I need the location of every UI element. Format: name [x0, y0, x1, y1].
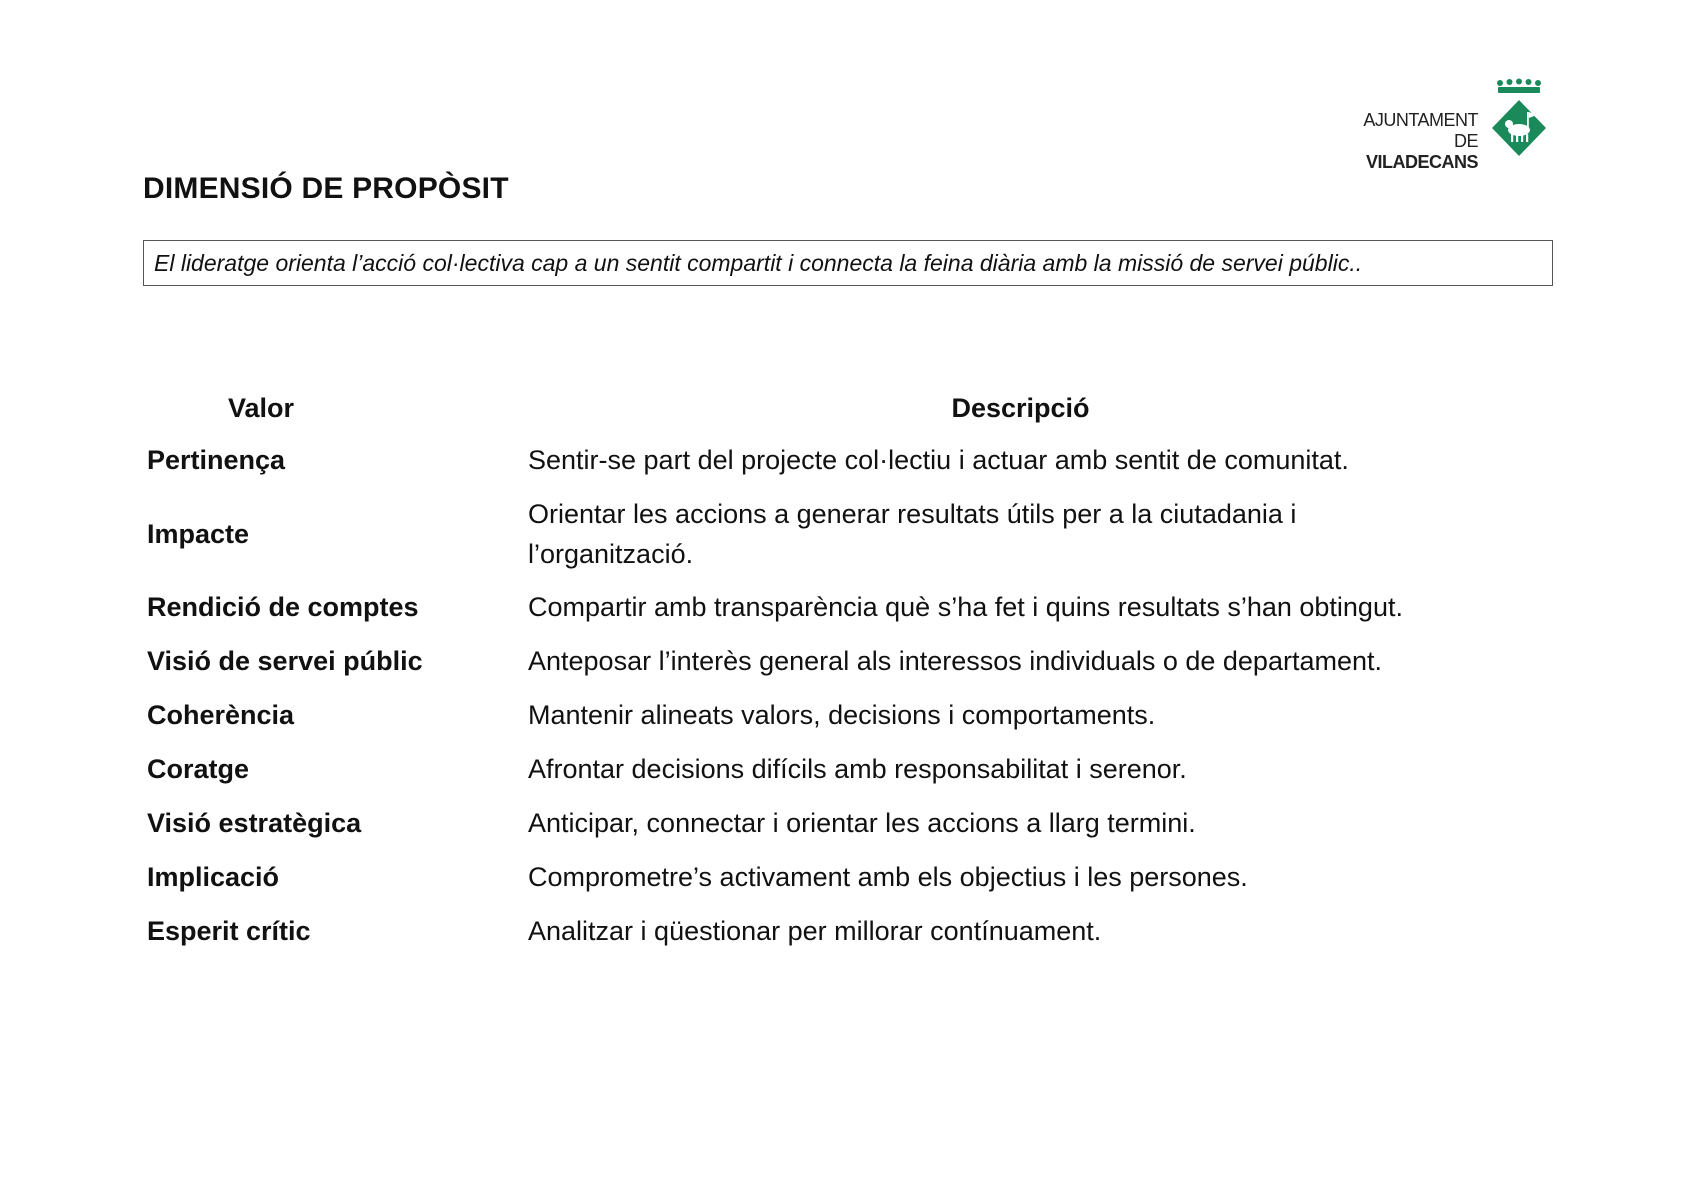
- header-valor: Valor: [228, 392, 295, 423]
- value-description: Anteposar l’interès general als interessos individuals o de departament.: [528, 646, 1382, 676]
- logo-line-2: VILADECANS: [1365, 152, 1478, 172]
- table-row: [143, 487, 1553, 580]
- intro-statement-box: [143, 240, 1553, 286]
- value-description: Comprometre’s activament amb els objectius i les persones.: [528, 862, 1248, 892]
- value-name: Visió estratègica: [147, 808, 362, 838]
- logo-wordmark: [1350, 110, 1478, 173]
- value-description: Mantenir alineats valors, decisions i comportaments.: [528, 700, 1156, 730]
- value-name: Impacte: [147, 518, 250, 549]
- table-row: [143, 688, 1553, 742]
- table-header: [143, 383, 1553, 433]
- table-row: [143, 433, 1553, 487]
- value-description: Compartir amb transparència què s’ha fet i quins resultats s’han obtingut.: [528, 592, 1403, 622]
- table-row: [143, 634, 1553, 688]
- value-description: Analitzar i qüestionar per millorar contínuament.: [528, 916, 1102, 946]
- value-description: Sentir-se part del projecte col·lectiu i actuar amb sentit de comunitat.: [528, 445, 1349, 475]
- value-name: Pertinença: [147, 445, 286, 475]
- coat-of-arms-icon: [1488, 78, 1550, 162]
- value-description: Anticipar, connectar i orientar les accions a llarg termini.: [528, 808, 1196, 838]
- values-table: [143, 383, 1553, 958]
- table-row: [143, 796, 1553, 850]
- value-name: Coratge: [147, 754, 250, 784]
- table-row: [143, 850, 1553, 904]
- table-row: [143, 742, 1553, 796]
- table-row: [143, 904, 1553, 958]
- crown-icon: [1497, 79, 1541, 94]
- value-name: Visió de servei públic: [147, 646, 423, 676]
- value-description: Orientar les accions a generar resultats útils per a la ciutadania i l’organització.: [528, 498, 1297, 569]
- value-name: Esperit crític: [147, 916, 311, 946]
- value-name: Rendició de comptes: [147, 592, 419, 622]
- value-name: Coherència: [147, 700, 295, 730]
- page-title: DIMENSIÓ DE PROPÒSIT: [143, 172, 509, 205]
- municipal-logo: [1350, 78, 1560, 172]
- intro-statement: El lideratge orienta l’acció col·lectiva cap a un sentit compartit i connecta la feina diària amb la missió de servei públic..: [154, 249, 1363, 276]
- value-name: Implicació: [147, 862, 280, 892]
- logo-line-1: AJUNTAMENT DE: [1363, 110, 1478, 151]
- table-row: [143, 580, 1553, 634]
- value-description: Afrontar decisions difícils amb responsabilitat i serenor.: [528, 754, 1187, 784]
- header-descripcio: Descripció: [951, 392, 1090, 423]
